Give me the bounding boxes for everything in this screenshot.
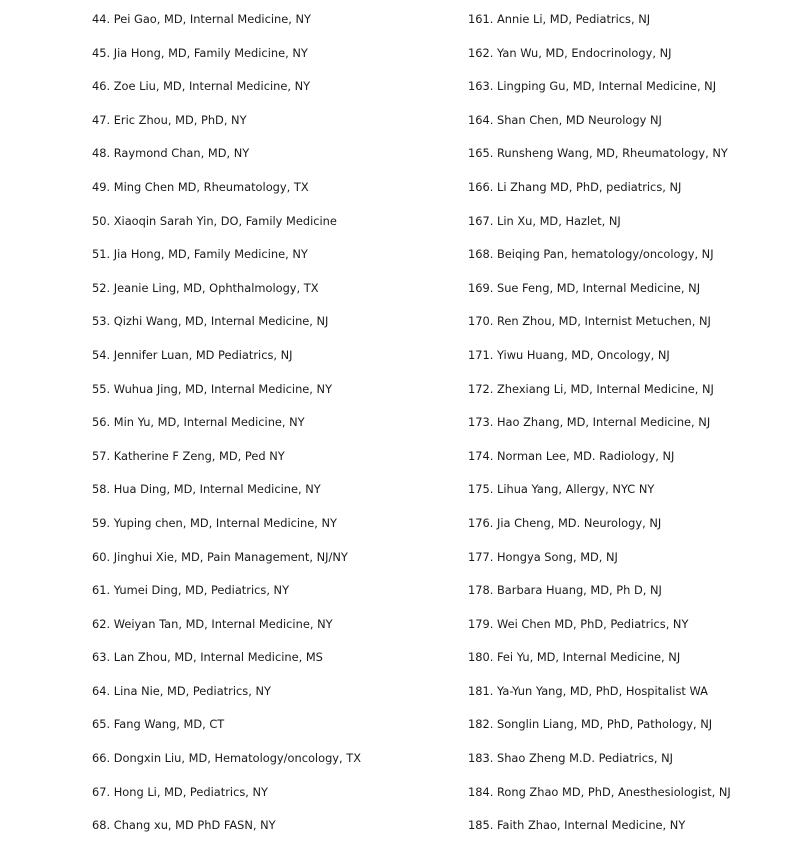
list-item: 180. Fei Yu, MD, Internal Medicine, NJ — [468, 650, 681, 665]
list-item: 177. Hongya Song, MD, NJ — [468, 549, 618, 564]
list-item: 60. Jinghui Xie, MD, Pain Management, NJ/NY — [92, 549, 348, 564]
list-item: 54. Jennifer Luan, MD Pediatrics, NJ — [92, 347, 293, 362]
left-column-list — [92, 14, 361, 854]
list-item: 163. Lingping Gu, MD, Internal Medicine, NJ — [468, 79, 717, 94]
list-item: 175. Lihua Yang, Allergy, NYC NY — [468, 482, 655, 497]
list-item: 61. Yumei Ding, MD, Pediatrics, NY — [92, 583, 290, 598]
list-item: 182. Songlin Liang, MD, PhD, Pathology, NJ — [468, 717, 713, 732]
list-item: 176. Jia Cheng, MD. Neurology, NJ — [468, 515, 662, 530]
list-item: 183. Shao Zheng M.D. Pediatrics, NJ — [468, 751, 674, 766]
list-item: 185. Faith Zhao, Internal Medicine, NY — [468, 818, 686, 833]
list-item: 169. Sue Feng, MD, Internal Medicine, NJ — [468, 280, 701, 295]
list-item: 59. Yuping chen, MD, Internal Medicine, NY — [92, 515, 337, 530]
list-item: 66. Dongxin Liu, MD, Hematology/oncology, TX — [92, 751, 362, 766]
list-item: 68. Chang xu, MD PhD FASN, NY — [92, 818, 276, 833]
list-item: 51. Jia Hong, MD, Family Medicine, NY — [92, 247, 308, 262]
list-item: 162. Yan Wu, MD, Endocrinology, NJ — [468, 45, 672, 60]
list-item: 57. Katherine F Zeng, MD, Ped NY — [92, 448, 285, 463]
list-item: 63. Lan Zhou, MD, Internal Medicine, MS — [92, 650, 323, 665]
list-item: 45. Jia Hong, MD, Family Medicine, NY — [92, 45, 308, 60]
list-item: 184. Rong Zhao MD, PhD, Anesthesiologist, NJ — [468, 784, 731, 799]
right-column-list — [468, 14, 731, 854]
list-item: 44. Pei Gao, MD, Internal Medicine, NY — [92, 12, 311, 26]
list-item: 55. Wuhua Jing, MD, Internal Medicine, NY — [92, 381, 333, 396]
list-item: 164. Shan Chen, MD Neurology NJ — [468, 112, 662, 127]
list-item: 50. Xiaoqin Sarah Yin, DO, Family Medicine — [92, 213, 337, 228]
list-item: 179. Wei Chen MD, PhD, Pediatrics, NY — [468, 616, 689, 631]
list-item: 62. Weiyan Tan, MD, Internal Medicine, NY — [92, 616, 333, 631]
list-item: 67. Hong Li, MD, Pediatrics, NY — [92, 784, 269, 799]
list-item: 173. Hao Zhang, MD, Internal Medicine, NJ — [468, 415, 711, 430]
list-item: 65. Fang Wang, MD, CT — [92, 717, 225, 732]
list-item: 56. Min Yu, MD, Internal Medicine, NY — [92, 415, 305, 430]
list-item: 53. Qizhi Wang, MD, Internal Medicine, NJ — [92, 314, 329, 329]
list-item: 166. Li Zhang MD, PhD, pediatrics, NJ — [468, 179, 682, 194]
list-item: 170. Ren Zhou, MD, Internist Metuchen, NJ — [468, 314, 711, 329]
list-item: 172. Zhexiang Li, MD, Internal Medicine, NJ — [468, 381, 714, 396]
list-item: 178. Barbara Huang, MD, Ph D, NJ — [468, 583, 662, 598]
list-item: 46. Zoe Liu, MD, Internal Medicine, NY — [92, 79, 311, 94]
list-item: 171. Yiwu Huang, MD, Oncology, NJ — [468, 347, 670, 362]
list-item: 52. Jeanie Ling, MD, Ophthalmology, TX — [92, 280, 319, 295]
list-item: 49. Ming Chen MD, Rheumatology, TX — [92, 179, 309, 194]
list-item: 48. Raymond Chan, MD, NY — [92, 146, 250, 161]
list-item: 167. Lin Xu, MD, Hazlet, NJ — [468, 213, 621, 228]
list-item: 64. Lina Nie, MD, Pediatrics, NY — [92, 683, 271, 698]
list-item: 174. Norman Lee, MD. Radiology, NJ — [468, 448, 675, 463]
list-item: 58. Hua Ding, MD, Internal Medicine, NY — [92, 482, 321, 497]
list-item: 181. Ya-Yun Yang, MD, PhD, Hospitalist WA — [468, 683, 708, 698]
list-item: 47. Eric Zhou, MD, PhD, NY — [92, 112, 247, 127]
list-item: 168. Beiqing Pan, hematology/oncology, NJ — [468, 247, 714, 262]
list-item: 165. Runsheng Wang, MD, Rheumatology, NY — [468, 146, 728, 161]
list-item: 161. Annie Li, MD, Pediatrics, NJ — [468, 12, 651, 26]
